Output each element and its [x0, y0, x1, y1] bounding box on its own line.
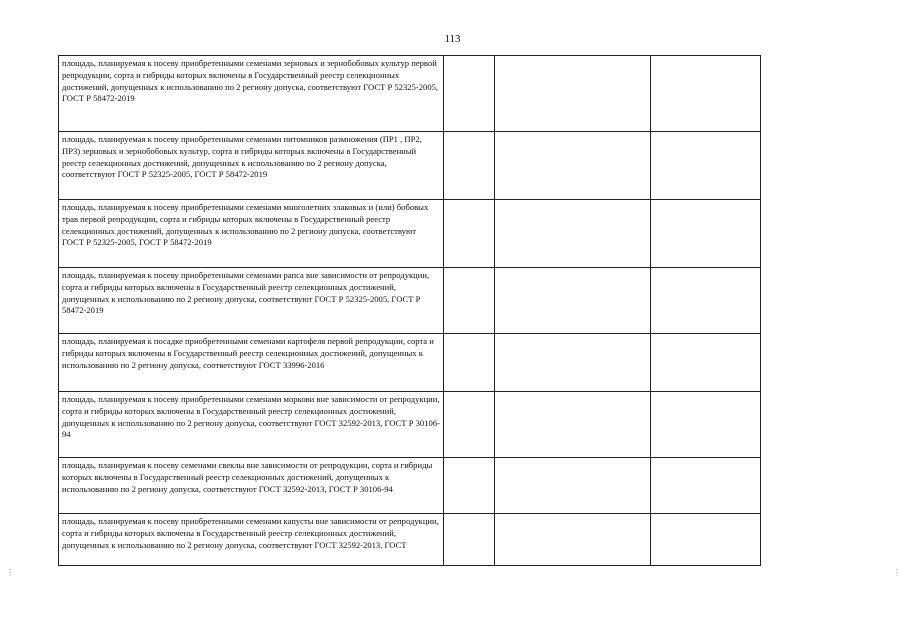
- page-number: 113: [444, 33, 461, 45]
- value-cell: [495, 392, 651, 458]
- scan-edge-mark: ⋮: [893, 568, 901, 577]
- value-cell: [495, 132, 651, 200]
- value-cell: [495, 200, 651, 268]
- indicator-description-cell: площадь, планируемая к посеву приобретенными семенами рапса вне зависимости от репродукции, сорта и гибриды которых включены в Государственный реестр селекционных достижений, допущенных к использованию по 2 региону допуска, соответствуют ГОСТ Р 52325-2005, ГОСТ Р 58472-2019: [59, 268, 444, 334]
- table-row: [59, 334, 761, 392]
- table-row: [59, 200, 761, 268]
- indicator-description-cell: площадь, планируемая к посеву семенами свеклы вне зависимости от репродукции, сорта и гибриды которых включены в Государственный реестр селекционных достижений, допущенных к использованию по 2 региону допуска, соответствуют ГОСТ 32592-2013, ГОСТ Р 30106-94: [59, 458, 444, 514]
- value-cell: [495, 334, 651, 392]
- value-cell: [495, 268, 651, 334]
- indicators-table-body: [59, 56, 761, 566]
- value-cell: [444, 200, 495, 268]
- value-cell: [444, 334, 495, 392]
- value-cell: [651, 514, 761, 566]
- value-cell: [651, 200, 761, 268]
- value-cell: [495, 514, 651, 566]
- indicator-description-cell: площадь, планируемая к посеву приобретенными семенами многолетних злаковых и (или) бобовых трав первой репродукции, сорта и гибриды которых включены в Государственный реестр селекционных достижений, допущенных к использованию по 2 региону допуска, соответствуют ГОСТ Р 52325-2005, ГОСТ Р 58472-2019: [59, 200, 444, 268]
- scan-edge-mark: ⋮: [6, 568, 14, 577]
- value-cell: [444, 56, 495, 132]
- value-cell: [444, 514, 495, 566]
- indicators-table: [58, 55, 761, 566]
- value-cell: [444, 268, 495, 334]
- indicator-description-cell: площадь, планируемая к посеву приобретенными семенами зерновых и зернобобовых культур первой репродукции, сорта и гибриды которых включены в Государственный реестр селекционных достижений, допущенных к использованию по 2 региону допуска, соответствуют ГОСТ Р 52325-2005, ГОСТ Р 58472-2019: [59, 56, 444, 132]
- indicator-description-cell: площадь, планируемая к посеву приобретенными семенами питомников размножения (ПР1 , ПР2, ПР3) зерновых и зернобобовых культур, сорта и гибриды которых включены в Государственный реестр селекционных достижений, допущенных к использованию по 2 региону допуска, соответствуют ГОСТ Р 52325-2005, ГОСТ Р 58472-2019: [59, 132, 444, 200]
- table-row: [59, 132, 761, 200]
- value-cell: [651, 458, 761, 514]
- value-cell: [495, 56, 651, 132]
- table-row: [59, 458, 761, 514]
- table-row: [59, 514, 761, 566]
- value-cell: [495, 458, 651, 514]
- indicator-description-cell: площадь, планируемая к посадке приобретенными семенами картофеля первой репродукции, сорта и гибриды которых включены в Государственный реестр селекционных достижений, допущенных к использованию по 2 региону допуска, соответствуют ГОСТ 33996-2016: [59, 334, 444, 392]
- value-cell: [444, 392, 495, 458]
- indicator-description-cell: площадь, планируемая к посеву приобретенными семенами моркови вне зависимости от репродукции, сорта и гибриды которых включены в Государственный реестр селекционных достижений, допущенных к использованию по 2 региону допуска, соответствуют ГОСТ 32592-2013, ГОСТ Р 30106-94: [59, 392, 444, 458]
- value-cell: [651, 56, 761, 132]
- value-cell: [444, 132, 495, 200]
- table-row: [59, 392, 761, 458]
- table-row: [59, 56, 761, 132]
- indicator-description-cell: площадь, планируемая к посеву приобретенными семенами капусты вне зависимости от репродукции, сорта и гибриды которых включены в Государственный реестр селекционных достижений, допущенных к использованию по 2 региону допуска, соответствуют ГОСТ 32592-2013, ГОСТ: [59, 514, 444, 566]
- value-cell: [651, 334, 761, 392]
- value-cell: [651, 132, 761, 200]
- value-cell: [444, 458, 495, 514]
- value-cell: [651, 392, 761, 458]
- value-cell: [651, 268, 761, 334]
- table-row: [59, 268, 761, 334]
